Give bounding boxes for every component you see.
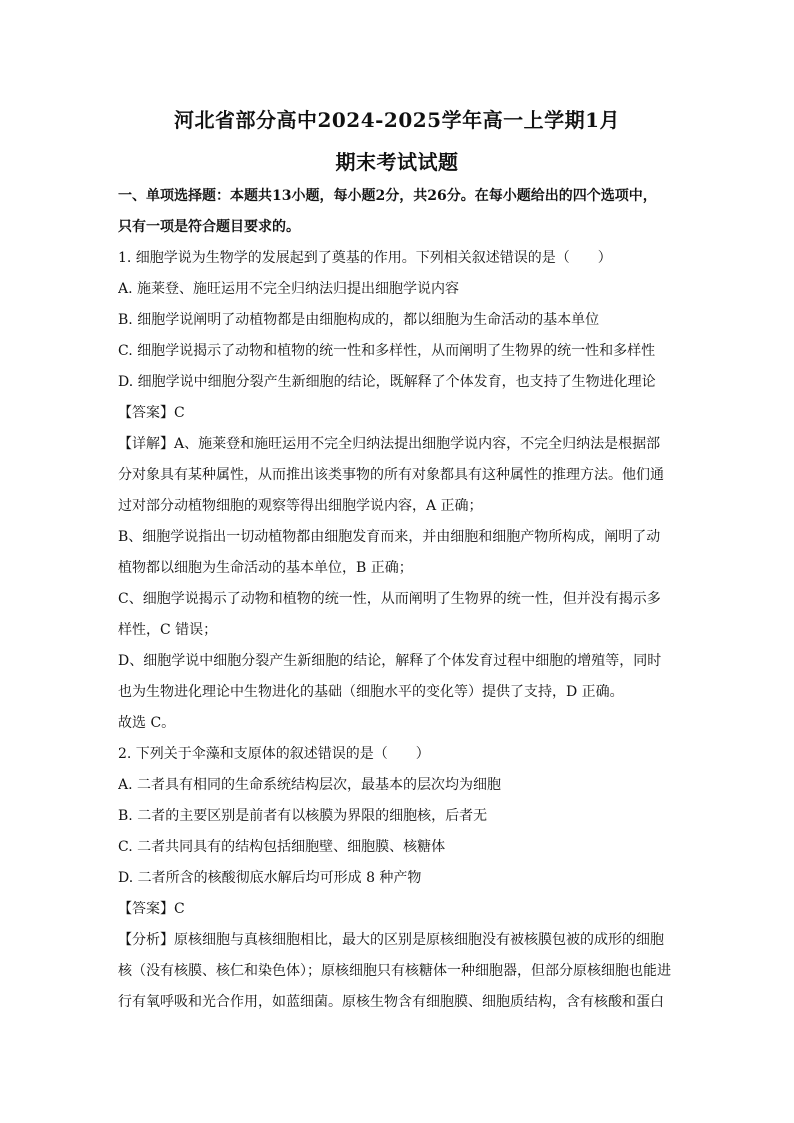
question-1-detail-line: 分对象具有某种属性，从而推出该类事物的所有对象都具有这种属性的推理方法。他们通: [118, 467, 664, 483]
question-2-analysis-line: 行有氧呼吸和光合作用，如蓝细菌。原核生物含有细胞膜、细胞质结构，含有核酸和蛋白: [118, 994, 664, 1010]
question-1-option-b: B. 细胞学说阐明了动植物都是由细胞构成的，都以细胞为生命活动的基本单位: [118, 312, 600, 328]
question-2-stem: 2. 下列关于伞藻和支原体的叙述错误的是（ ）: [118, 746, 430, 762]
question-1-detail-line: 样性，C 错误；: [118, 622, 218, 638]
question-2-option-d: D. 二者所含的核酸彻底水解后均可形成 8 种产物: [118, 870, 422, 886]
question-2-option-a: A. 二者具有相同的生命系统结构层次，最基本的层次均为细胞: [118, 777, 502, 793]
question-1-detail-line: 【详解】A、施莱登和施旺运用不完全归纳法提出细胞学说内容，不完全归纳法是根据部: [118, 436, 661, 452]
question-1-stem: 1. 细胞学说为生物学的发展起到了奠基的作用。下列相关叙述错误的是（ ）: [118, 250, 612, 266]
question-1-detail-line: 过对部分动植物细胞的观察等得出细胞学说内容，A 正确；: [118, 498, 483, 514]
section-heading-line2: 只有一项是符合题目要求的。: [118, 219, 300, 235]
question-1-detail-line: 也为生物进化理论中生物进化的基础（细胞水平的变化等）提供了支持，D 正确。: [118, 684, 624, 700]
question-2-analysis-line: 核（没有核膜、核仁和染色体）；原核细胞只有核糖体一种细胞器，但部分原核细胞也能进: [118, 963, 671, 979]
question-2-option-c: C. 二者共同具有的结构包括细胞壁、细胞膜、核糖体: [118, 839, 446, 855]
question-2-answer: 【答案】C: [118, 901, 185, 917]
question-2-option-b: B. 二者的主要区别是前者有以核膜为界限的细胞核，后者无: [118, 808, 488, 824]
document-title-line2: 期末考试试题: [335, 150, 459, 174]
section-heading-line1: 一、单项选择题：本题共13小题，每小题2分，共26分。在每小题给出的四个选项中，: [118, 188, 657, 204]
question-1-detail-line: D、细胞学说中细胞分裂产生新细胞的结论，解释了个体发育过程中细胞的增殖等，同时: [118, 653, 662, 669]
question-1-option-d: D. 细胞学说中细胞分裂产生新细胞的结论，既解释了个体发育，也支持了生物进化理论: [118, 374, 656, 390]
question-1-option-c: C. 细胞学说揭示了动物和植物的统一性和多样性，从而阐明了生物界的统一性和多样性: [118, 343, 656, 359]
question-1-option-a: A. 施莱登、施旺运用不完全归纳法归提出细胞学说内容: [118, 281, 460, 297]
question-1-answer: 【答案】C: [118, 405, 185, 421]
document-title-line1: 河北省部分高中2024-2025学年高一上学期1月: [173, 108, 621, 132]
question-1-detail-line: 植物都以细胞为生命活动的基本单位，B 正确；: [118, 560, 413, 576]
question-1-detail-line: C、细胞学说揭示了动物和植物的统一性，从而阐明了生物界的统一性，但并没有揭示多: [118, 591, 661, 607]
question-2-analysis-line: 【分析】原核细胞与真核细胞相比，最大的区别是原核细胞没有被核膜包被的成形的细胞: [118, 932, 664, 948]
question-1-detail-line: B、细胞学说指出一切动植物都由细胞发育而来，并由细胞和细胞产物所构成，阐明了动: [118, 529, 661, 545]
question-1-conclusion: 故选 C。: [118, 715, 176, 731]
